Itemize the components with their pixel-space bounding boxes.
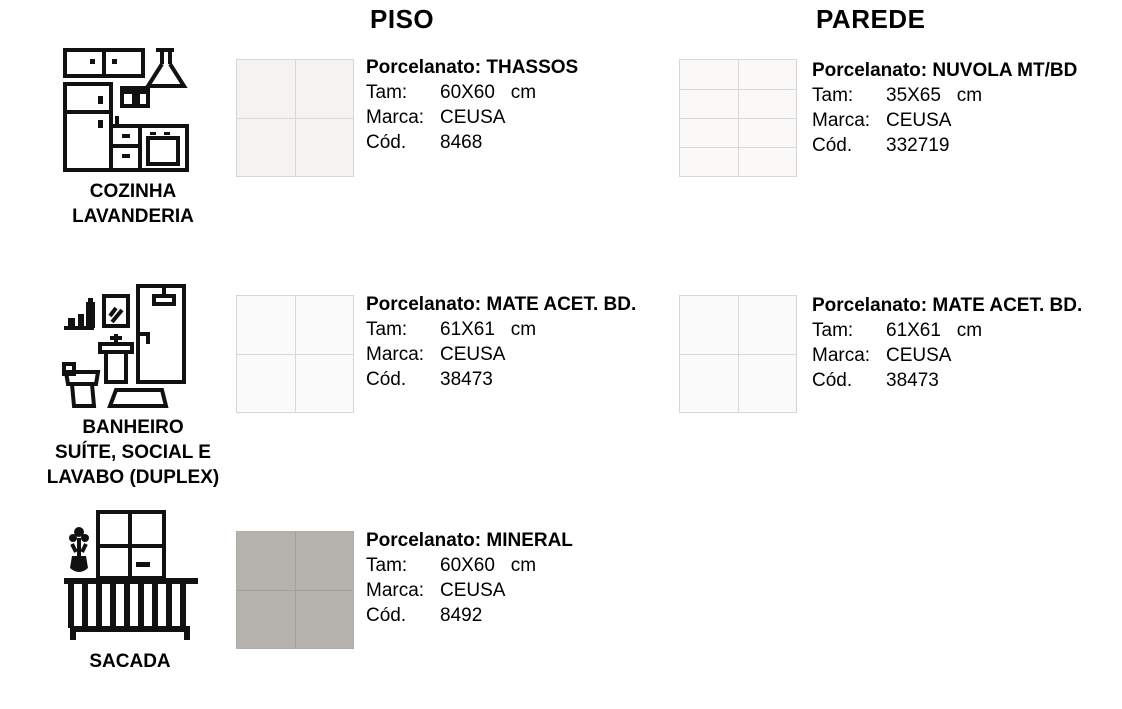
bathroom-icon xyxy=(60,282,190,412)
tile-swatch-thassos xyxy=(236,59,354,177)
room-label-balcony: SACADA xyxy=(89,651,171,672)
kitchen-laundry-icon xyxy=(60,46,190,176)
room-label-kitchen: COZINHA LAVANDERIA xyxy=(72,181,194,227)
tile-swatch-mate-acet-piso xyxy=(236,295,354,413)
room-label-bathroom: BANHEIRO SUÍTE, SOCIAL E LAVABO (DUPLEX) xyxy=(46,417,220,488)
spec-parede-cozinha: Porcelanato: NUVOLA MT/BD Tam: 35X65 cm Marca: CEUSA Cód. 332719 xyxy=(812,60,1078,156)
tile-swatch-mineral xyxy=(236,531,354,649)
spec-piso-sacada: Porcelanato: MINERAL Tam: 60X60 cm Marca: CEUSA Cód. 8492 xyxy=(366,530,573,626)
tile-swatch-nuvola xyxy=(679,59,797,177)
piso-column-heading: PISO xyxy=(370,4,435,34)
spec-parede-banheiro: Porcelanato: MATE ACET. BD. Tam: 61X61 cm Marca: CEUSA Cód. 38473 xyxy=(812,295,1083,391)
tile-swatch-mate-acet-parede xyxy=(679,295,797,413)
spec-piso-cozinha: Porcelanato: THASSOS Tam: 60X60 cm Marca: CEUSA Cód. 8468 xyxy=(366,57,579,153)
parede-column-heading: PAREDE xyxy=(816,4,926,34)
spec-piso-banheiro: Porcelanato: MATE ACET. BD. Tam: 61X61 cm Marca: CEUSA Cód. 38473 xyxy=(366,294,637,390)
balcony-icon xyxy=(62,508,202,644)
